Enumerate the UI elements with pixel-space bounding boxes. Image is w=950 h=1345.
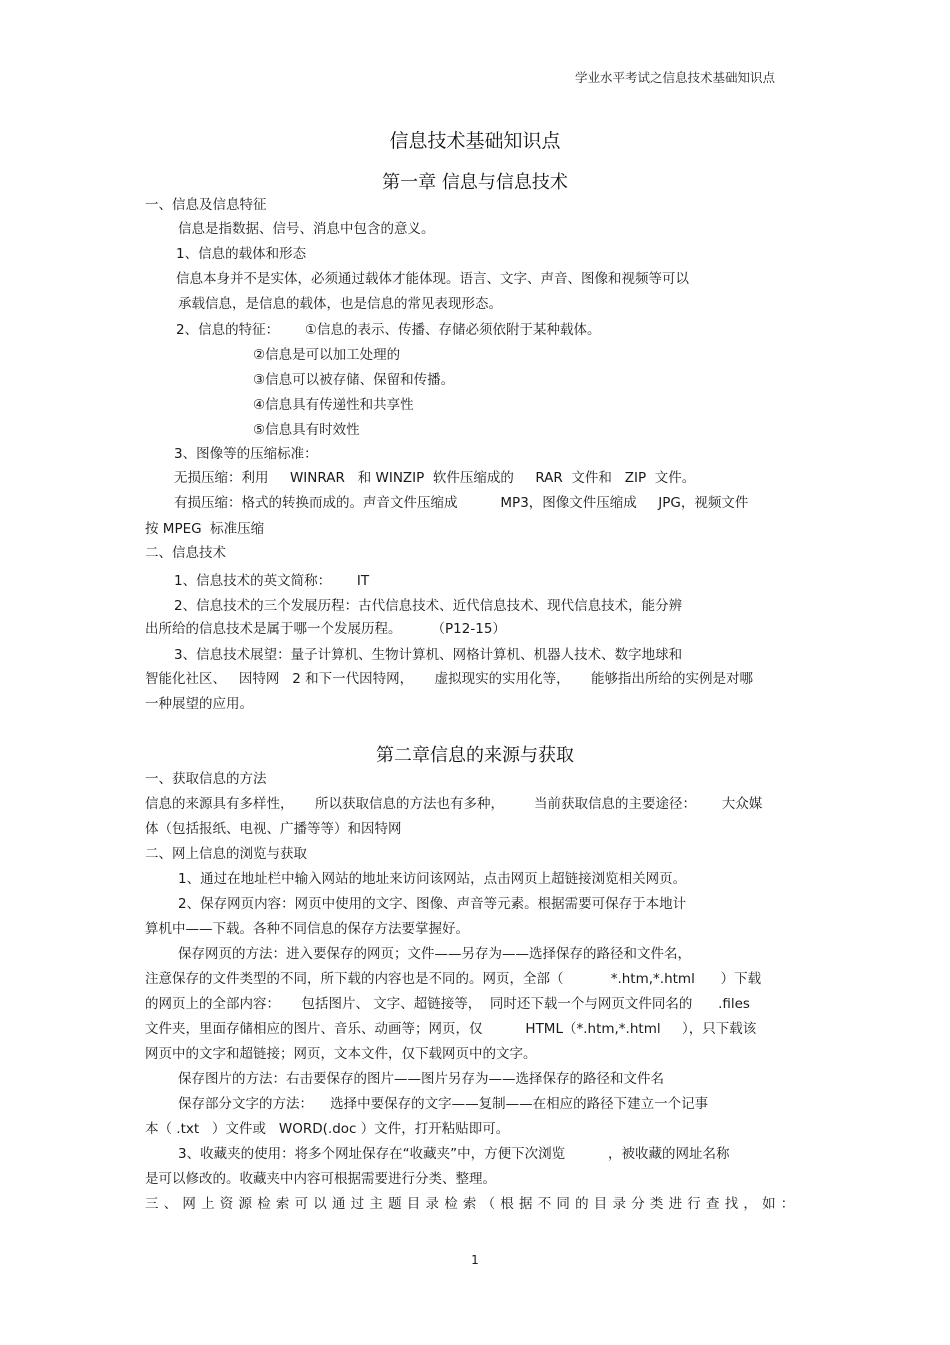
section-heading: 一、信息及信息特征 [145,197,267,213]
paragraph-line: 本（ .txt ）文件或 WORD(.doc ）文件，打开粘贴即可。 [145,1121,510,1137]
paragraph-line: 保存部分文字的方法： 选择中要保存的文字——复制——在相应的路径下建立一个记事 [178,1096,709,1112]
paragraph-line: 算机中——下载。各种不同信息的保存方法要掌握好。 [145,921,469,937]
paragraph-line: 智能化社区、 因特网 2 和下一代因特网， 虚拟现实的实用化等， 能够指出所给的实例是对哪 [145,671,754,687]
paragraph-line: 信息的来源具有多样性， 所以获取信息的方法也有多种， 当前获取信息的主要途径： 大众媒 [145,796,763,812]
section-heading: 一、获取信息的方法 [145,771,267,787]
list-item: ②信息是可以加工处理的 [253,347,401,363]
section-heading: 二、网上信息的浏览与获取 [145,846,307,862]
paragraph-line: 按 MPEG 标准压缩 [145,521,265,537]
paragraph-line: 信息本身并不是实体，必须通过载体才能体现。语言、文字、声音、图像和视频等可以 [176,271,689,287]
running-header: 学业水平考试之信息技术基础知识点 [575,70,776,85]
paragraph-line: 3、收藏夹的使用：将多个网址保存在“收藏夹”中，方便下次浏览 ，被收藏的网址名称 [178,1146,730,1162]
subsection-heading: 1、信息的载体和形态 [176,246,307,262]
document-title: 信息技术基础知识点 [389,130,561,152]
subsection-heading: 3、图像等的压缩标准： [174,446,318,462]
paragraph-line: 网页中的文字和超链接；网页，文本文件，仅下载网页中的文字。 [145,1046,537,1062]
subsection-heading: 2、信息的特征： ①信息的表示、传播、存储必须依附于某种载体。 [176,322,601,338]
paragraph-line: 2、信息技术的三个发展历程：古代信息技术、近代信息技术、现代信息技术，能分辨 [174,598,683,614]
list-item: ③信息可以被存储、保留和传播。 [253,372,455,388]
paragraph-line: 无损压缩：利用 WINRAR 和 WINZIP 软件压缩成的 RAR 文件和 ZIP 文件。 [174,470,696,486]
paragraph-line: 出所给的信息技术是属于哪一个发展历程。 （P12-15） [145,621,506,637]
paragraph-line: 体（包括报纸、电视、广播等等）和因特网 [145,821,402,837]
paragraph-line: 保存网页的方法：进入要保存的网页；文件——另存为——选择保存的路径和文件名， [178,946,691,962]
paragraph-line: 保存图片的方法：右击要保存的图片——图片另存为——选择保存的路径和文件名 [178,1071,664,1087]
paragraph-line: 2、保存网页内容：网页中使用的文字、图像、声音等元素。根据需要可保存于本地计 [178,896,687,912]
paragraph-line: 文件夹，里面存储相应的图片、音乐、动画等；网页，仅 HTML（*.htm,*.html ），只下载该 [145,1021,757,1037]
paragraph-line: 有损压缩：格式的转换而成的。声音文件压缩成 MP3，图像文件压缩成 JPG，视频文件 [174,495,749,511]
page-number: 1 [471,1253,479,1267]
paragraph-line: 1、通过在地址栏中输入网站的地址来访问该网站，点击网页上超链接浏览相关网页。 [178,871,687,887]
section-heading: 三、网上资源检索可以通过主题目录检索（根据不同的目录分类进行查找，如： [145,1196,800,1212]
paragraph-line: 注意保存的文件类型的不同，所下载的内容也是不同的。网页，全部（ *.htm,*.html ）下载 [145,971,762,987]
chapter-1-title: 第一章 信息与信息技术 [382,172,568,193]
paragraph-line: 1、信息技术的英文简称： IT [174,573,370,589]
paragraph-line: 信息是指数据、信号、消息中包含的意义。 [178,221,435,237]
paragraph-line: 3、信息技术展望：量子计算机、生物计算机、网格计算机、机器人技术、数字地球和 [174,647,683,663]
paragraph-line: 一种展望的应用。 [145,696,253,712]
list-item: ④信息具有传递性和共享性 [253,397,414,413]
paragraph-line: 承载信息，是信息的载体，也是信息的常见表现形态。 [178,296,502,312]
paragraph-line: 的网页上的全部内容： 包括图片、 文字、超链接等， 同时还下载一个与网页文件同名的 .files [145,996,750,1012]
list-item: ⑤信息具有时效性 [253,422,360,438]
paragraph-line: 是可以修改的。收藏夹中内容可根据需要进行分类、整理。 [145,1171,496,1187]
section-heading: 二、信息技术 [145,545,226,561]
chapter-2-title: 第二章信息的来源与获取 [376,745,574,766]
